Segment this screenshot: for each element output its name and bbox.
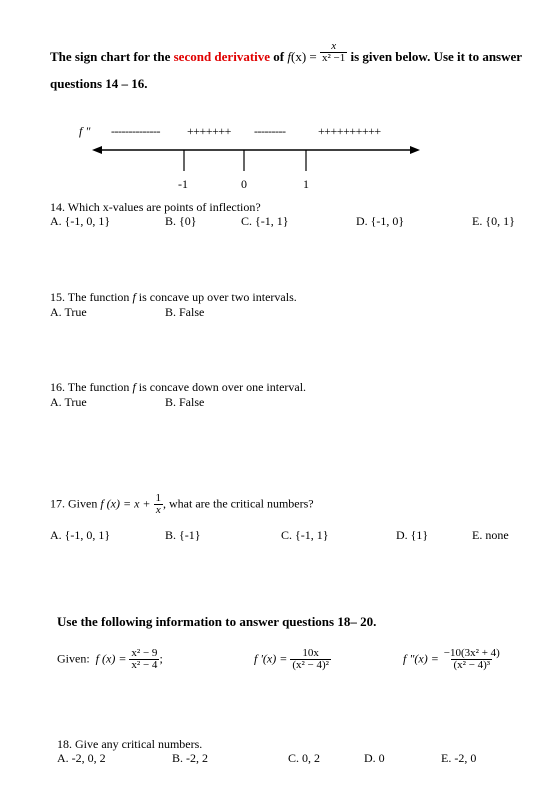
q17-option-e[interactable]: E. none: [472, 528, 509, 542]
given-fprime-fraction: [290, 648, 331, 671]
intro-func-name: f: [287, 49, 291, 64]
q18-option-e[interactable]: E. -2, 0: [441, 751, 477, 765]
q17-func: f (x) = x +: [100, 496, 151, 511]
q17-fraction-den: x: [155, 504, 161, 516]
q15-func-name: f: [132, 290, 136, 304]
intro-text-1: The sign chart for the: [50, 49, 174, 64]
q14-option-a[interactable]: A. {-1, 0, 1}: [50, 214, 111, 228]
section2-heading: Use the following information to answer questions 18– 20.: [57, 614, 377, 629]
given-label: Given:: [57, 651, 90, 666]
given-fdoubleprime: [403, 648, 502, 671]
q16-option-b[interactable]: B. False: [165, 395, 205, 409]
q18-option-c[interactable]: C. 0, 2: [288, 751, 321, 765]
q14-option-c[interactable]: C. {-1, 1}: [241, 214, 289, 228]
sign-chart-label: f ": [79, 124, 91, 138]
q16-stem-b: is concave down over one interval.: [135, 380, 307, 394]
q15-option-a[interactable]: A. True: [50, 305, 87, 319]
q15-stem-a: 15. The function: [50, 290, 133, 304]
sign-segment-4: ++++++++++: [318, 124, 381, 138]
sign-segment-3: ---------: [254, 124, 286, 138]
given-f: [57, 648, 163, 671]
q14-option-d[interactable]: D. {-1, 0}: [356, 214, 405, 228]
intro-text-3: is given below. Use it to answer: [347, 49, 523, 64]
left-arrow-icon: [92, 146, 102, 154]
given-fdoubleprime-den: (x² − 4)³: [453, 659, 491, 671]
tick-label-neg1: -1: [178, 177, 188, 191]
given-f-tail: ;: [159, 651, 163, 666]
q17-option-d[interactable]: D. {1}: [396, 528, 429, 542]
q18-option-d[interactable]: D. 0: [364, 751, 385, 765]
given-fprime-num: 10x: [302, 647, 319, 659]
given-fdoubleprime-lhs: f "(x) =: [403, 651, 439, 666]
given-fdoubleprime-num: −10(3x² + 4): [443, 647, 500, 659]
intro-highlight: second derivative: [173, 49, 271, 64]
q17-stem: [50, 493, 314, 516]
intro-text-2: of: [270, 49, 288, 64]
sign-segment-1: --------------: [111, 124, 160, 138]
q15-stem-b: is concave up over two intervals.: [135, 290, 297, 304]
tick-label-0: 0: [241, 177, 247, 191]
q17-option-b[interactable]: B. {-1}: [165, 528, 201, 542]
q18-stem: 18. Give any critical numbers.: [57, 737, 203, 751]
given-f-num: x² − 9: [131, 647, 158, 659]
right-arrow-icon: [410, 146, 420, 154]
q17-stem-b: , what are the critical numbers?: [163, 496, 314, 511]
given-fprime-den: (x² − 4)²: [292, 659, 329, 671]
intro-fraction-num: x: [331, 39, 337, 52]
q15-stem: [50, 290, 297, 305]
sign-segment-2: +++++++: [187, 124, 231, 138]
intro-line-2: questions 14 – 16.: [50, 76, 148, 91]
given-f-den: x² − 4: [131, 659, 158, 671]
intro-fraction-den: x² −1: [322, 51, 346, 64]
q17-fraction-num: 1: [155, 492, 162, 504]
q17-fraction: [154, 493, 164, 516]
q16-func-name: f: [132, 380, 136, 394]
q16-stem-a: 16. The function: [50, 380, 133, 394]
tick-label-1: 1: [303, 177, 309, 191]
q14-stem: 14. Which x-values are points of inflection?: [50, 200, 261, 214]
q16-option-a[interactable]: A. True: [50, 395, 87, 409]
q17-stem-a: 17. Given: [50, 496, 101, 511]
q15-option-b[interactable]: B. False: [165, 305, 205, 319]
q18-option-a[interactable]: A. -2, 0, 2: [57, 751, 106, 765]
q17-option-a[interactable]: A. {-1, 0, 1}: [50, 528, 111, 542]
q16-stem: [50, 380, 306, 395]
given-fprime-lhs: f '(x) =: [254, 651, 288, 666]
q17-option-c[interactable]: C. {-1, 1}: [281, 528, 329, 542]
q14-option-e[interactable]: E. {0, 1}: [472, 214, 515, 228]
given-fdoubleprime-fraction: [442, 648, 502, 671]
q18-option-b[interactable]: B. -2, 2: [172, 751, 208, 765]
given-fprime: [254, 648, 331, 671]
number-line: [0, 0, 547, 200]
intro-func-arg: (x) =: [291, 49, 317, 64]
given-f-fraction: [129, 648, 159, 671]
q14-option-b[interactable]: B. {0}: [165, 214, 197, 228]
given-f-lhs: f (x) =: [95, 651, 127, 666]
